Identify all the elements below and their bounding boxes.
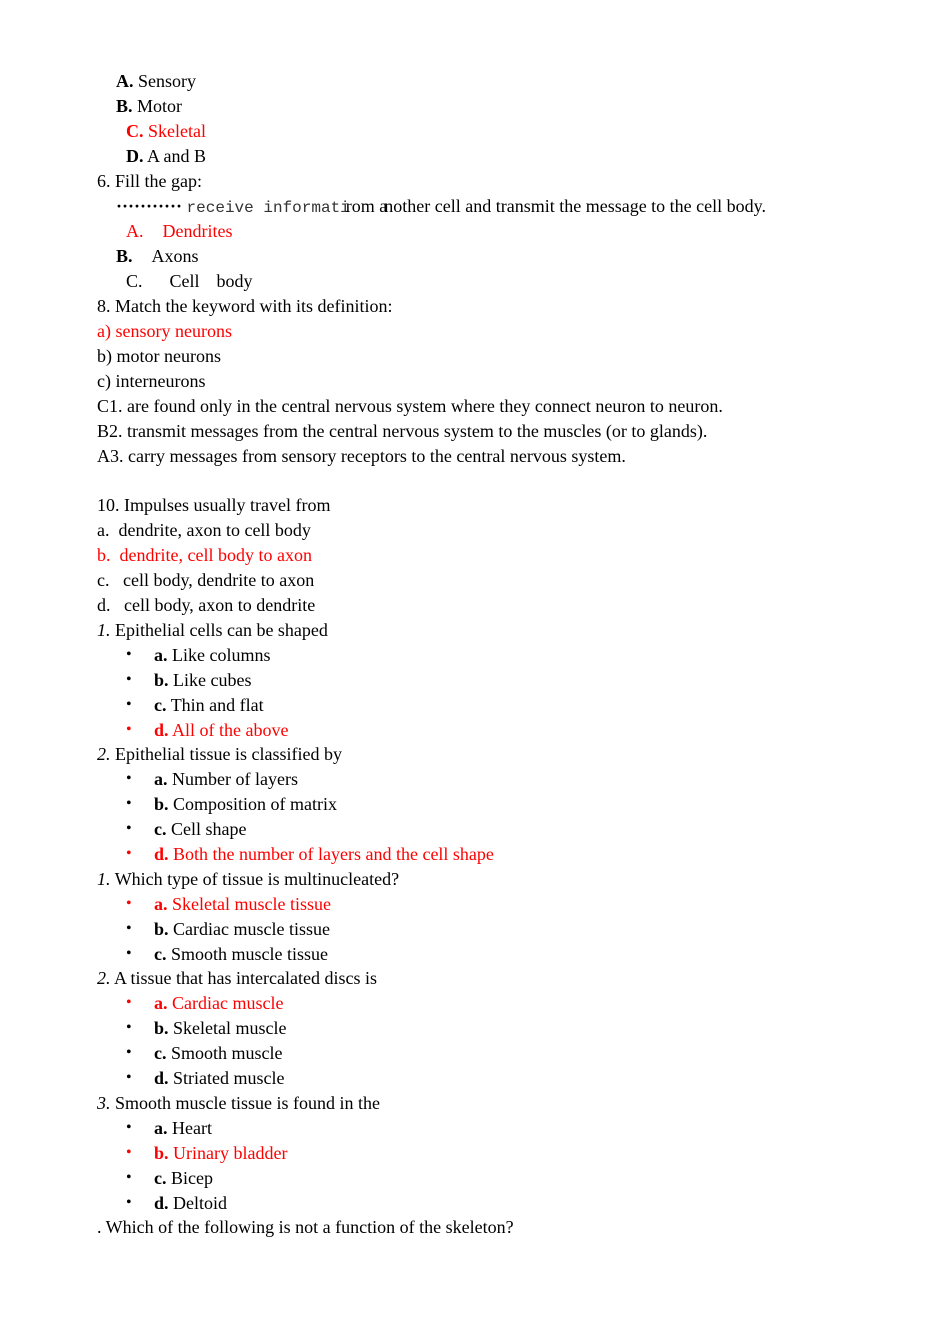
q8-keyword-c: c) interneurons	[97, 371, 206, 391]
bullet-icon: •	[126, 920, 132, 937]
bullet-icon: •	[126, 1019, 132, 1036]
q6-title: 6. Fill the gap:	[97, 171, 202, 191]
bullet-icon: •	[126, 696, 132, 713]
q6-sentence: ··········· receive informatirom another cell and transmit the message to the cell body.	[116, 196, 766, 217]
m3-option-d: d. Deltoid	[154, 1193, 228, 1213]
q8-definition-2: B2. transmit messages from the central nervous system to the muscles (or to glands).	[97, 421, 708, 441]
bullet-icon: •	[126, 646, 132, 663]
q10-title: 10. Impulses usually travel from	[97, 495, 331, 515]
e2-option-d-answer: d. Both the number of layers and the cell shape	[154, 844, 494, 864]
q8-keyword-a: a) sensory neurons	[97, 321, 232, 341]
q6-option-b: B. Axons	[116, 246, 199, 266]
m1-title: 1. Which type of tissue is multinucleated?	[97, 869, 400, 889]
bullet-icon: •	[126, 770, 132, 787]
option-b: B. Motor	[116, 96, 183, 116]
m1-option-b: b. Cardiac muscle tissue	[154, 919, 330, 939]
m2-option-d: d. Striated muscle	[154, 1068, 285, 1088]
m3-option-a: a. Heart	[154, 1118, 212, 1138]
bullet-icon: •	[126, 845, 132, 862]
bullet-icon: •	[126, 1194, 132, 1211]
bullet-icon: •	[126, 1044, 132, 1061]
m2-option-b: b. Skeletal muscle	[154, 1018, 287, 1038]
e1-option-a: a. Like columns	[154, 645, 271, 665]
m2-title: 2. A tissue that has intercalated discs is	[97, 968, 377, 988]
q8-keyword-b: b) motor neurons	[97, 346, 221, 366]
e2-option-a: a. Number of layers	[154, 769, 298, 789]
m3-title: 3. Smooth muscle tissue is found in the	[97, 1093, 380, 1113]
q10-option-c: c. cell body, dendrite to axon	[97, 570, 315, 590]
q6-option-c: C. Cell body	[126, 271, 253, 291]
bullet-icon: •	[126, 1169, 132, 1186]
bullet-icon: •	[126, 1069, 132, 1086]
q10-option-d: d. cell body, axon to dendrite	[97, 595, 316, 615]
e1-title: 1. Epithelial cells can be shaped	[97, 620, 328, 640]
m3-option-c: c. Bicep	[154, 1168, 213, 1188]
q10-option-b-answer: b. dendrite, cell body to axon	[97, 545, 312, 565]
m1-option-a-answer: a. Skeletal muscle tissue	[154, 894, 331, 914]
option-d: D. A and B	[126, 146, 207, 166]
bullet-icon: •	[126, 671, 132, 688]
q6-option-a-answer: A. Dendrites	[126, 221, 233, 241]
e2-option-b: b. Composition of matrix	[154, 794, 338, 814]
bullet-icon: •	[126, 721, 132, 738]
e2-title: 2. Epithelial tissue is classified by	[97, 744, 342, 764]
e1-option-d-answer: d. All of the above	[154, 720, 289, 740]
bullet-icon: •	[126, 945, 132, 962]
last-question-title: . Which of the following is not a function of the skeleton?	[97, 1217, 514, 1237]
bullet-icon: •	[126, 1144, 132, 1161]
m3-option-b-answer: b. Urinary bladder	[154, 1143, 288, 1163]
option-a: A. Sensory	[116, 71, 196, 91]
q8-definition-1: C1. are found only in the central nervous system where they connect neuron to neuron.	[97, 396, 723, 416]
bullet-icon: •	[126, 795, 132, 812]
q10-option-a: a. dendrite, axon to cell body	[97, 520, 311, 540]
option-c-answer: C. Skeletal	[126, 121, 206, 141]
m2-option-c: c. Smooth muscle	[154, 1043, 283, 1063]
q8-definition-3: A3. carry messages from sensory receptors to the central nervous system.	[97, 446, 626, 466]
e2-option-c: c. Cell shape	[154, 819, 247, 839]
m2-option-a-answer: a. Cardiac muscle	[154, 993, 284, 1013]
e1-option-c: c. Thin and flat	[154, 695, 264, 715]
bullet-icon: •	[126, 895, 132, 912]
bullet-icon: •	[126, 1119, 132, 1136]
m1-option-c: c. Smooth muscle tissue	[154, 944, 328, 964]
bullet-icon: •	[126, 994, 132, 1011]
e1-option-b: b. Like cubes	[154, 670, 252, 690]
q8-title: 8. Match the keyword with its definition:	[97, 296, 393, 316]
bullet-icon: •	[126, 820, 132, 837]
